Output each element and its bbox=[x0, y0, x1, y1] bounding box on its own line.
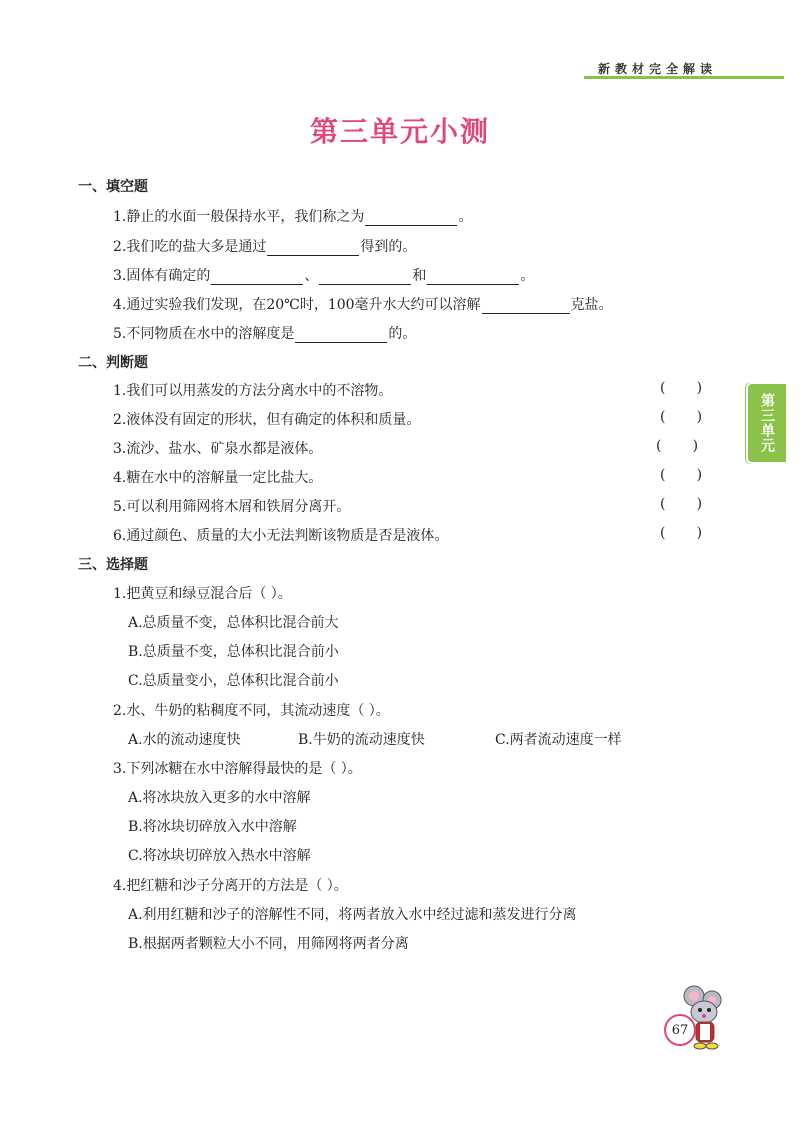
fill-question-4 bbox=[113, 294, 613, 314]
choice-option[interactable]: A.将冰块放入更多的水中溶解 bbox=[128, 790, 311, 806]
answer-blank[interactable] bbox=[319, 270, 411, 285]
judge-question-1: 1.我们可以用蒸发的方法分离水中的不溶物。 bbox=[113, 383, 393, 399]
question-text: 和 bbox=[412, 268, 427, 284]
choice-option[interactable]: B.牛奶的流动速度快 bbox=[298, 732, 425, 748]
page-number: 67 bbox=[664, 1014, 696, 1046]
choice-option[interactable]: A.利用红糖和沙子的溶解性不同，将两者放入水中经过滤和蒸发进行分离 bbox=[128, 907, 577, 923]
fill-question-1 bbox=[113, 206, 472, 226]
answer-blank[interactable] bbox=[267, 241, 359, 256]
judge-question-3: 3.流沙、盐水、矿泉水都是液体。 bbox=[113, 441, 323, 457]
answer-parentheses[interactable]: ( ) bbox=[660, 496, 703, 512]
answer-blank[interactable] bbox=[482, 299, 570, 314]
mouse-mascot-icon bbox=[654, 984, 734, 1054]
fill-question-3 bbox=[113, 265, 534, 285]
question-text: 4.通过实验我们发现，在20℃时，100毫升水大约可以溶解 bbox=[113, 297, 481, 313]
answer-blank[interactable] bbox=[295, 328, 387, 343]
choice-question-1-stem: 1.把黄豆和绿豆混合后（ ）。 bbox=[113, 586, 292, 602]
page-title: 第三单元小测 bbox=[309, 115, 490, 148]
section-fill-blank-heading: 一、填空题 bbox=[78, 179, 148, 195]
answer-blank[interactable] bbox=[365, 211, 457, 226]
choice-option[interactable]: C.将冰块切碎放入热水中溶解 bbox=[128, 848, 311, 864]
question-text: 2.我们吃的盐大多是通过 bbox=[113, 239, 267, 255]
question-text: 克盐。 bbox=[570, 297, 613, 313]
answer-parentheses[interactable]: ( ) bbox=[660, 380, 703, 396]
section-multiple-choice-heading: 三、选择题 bbox=[78, 557, 148, 573]
judge-question-6: 6.通过颜色、质量的大小无法判断该物质是否是液体。 bbox=[113, 528, 449, 544]
answer-blank[interactable] bbox=[427, 270, 519, 285]
unit-side-tab: 第三单元 bbox=[746, 382, 788, 464]
judge-question-2: 2.液体没有固定的形状，但有确定的体积和质量。 bbox=[113, 412, 421, 428]
question-text: 5.不同物质在水中的溶解度是 bbox=[113, 326, 295, 342]
choice-option[interactable]: B.总质量不变，总体积比混合前小 bbox=[128, 644, 339, 660]
answer-parentheses[interactable]: ( ) bbox=[656, 438, 699, 454]
judge-question-4: 4.糖在水中的溶解量一定比盐大。 bbox=[113, 470, 323, 486]
judge-question-5: 5.可以利用筛网将木屑和铁屑分离开。 bbox=[113, 499, 351, 515]
answer-parentheses[interactable]: ( ) bbox=[660, 467, 703, 483]
choice-question-4-stem: 4.把红糖和沙子分离开的方法是（ ）。 bbox=[113, 878, 348, 894]
choice-option[interactable]: C.两者流动速度一样 bbox=[495, 732, 622, 748]
question-text: 的。 bbox=[388, 326, 417, 342]
choice-question-3-stem: 3.下列冰糖在水中溶解得最快的是（ ）。 bbox=[113, 761, 362, 777]
question-text: 得到的。 bbox=[360, 239, 417, 255]
question-text: 。 bbox=[458, 209, 473, 225]
choice-question-2-stem: 2.水、牛奶的粘稠度不同，其流动速度（ ）。 bbox=[113, 703, 390, 719]
answer-parentheses[interactable]: ( ) bbox=[660, 525, 703, 541]
section-true-false-heading: 二、判断题 bbox=[78, 355, 148, 371]
fill-question-5 bbox=[113, 323, 416, 343]
question-text: 。 bbox=[520, 268, 535, 284]
choice-option[interactable]: B.将冰块切碎放入水中溶解 bbox=[128, 819, 297, 835]
choice-option[interactable]: C.总质量变小，总体积比混合前小 bbox=[128, 673, 339, 689]
choice-option[interactable]: B.根据两者颗粒大小不同，用筛网将两者分离 bbox=[128, 936, 409, 952]
header-divider bbox=[584, 76, 784, 79]
choice-option[interactable]: A.总质量不变，总体积比混合前大 bbox=[128, 615, 339, 631]
answer-parentheses[interactable]: ( ) bbox=[660, 409, 703, 425]
question-text: 、 bbox=[304, 268, 319, 284]
choice-option[interactable]: A.水的流动速度快 bbox=[128, 732, 241, 748]
fill-question-2 bbox=[113, 236, 416, 256]
answer-blank[interactable] bbox=[211, 270, 303, 285]
header-brand: 新教材完全解读 bbox=[598, 62, 718, 76]
question-text: 1.静止的水面一般保持水平，我们称之为 bbox=[113, 209, 365, 225]
question-text: 3.固体有确定的 bbox=[113, 268, 211, 284]
